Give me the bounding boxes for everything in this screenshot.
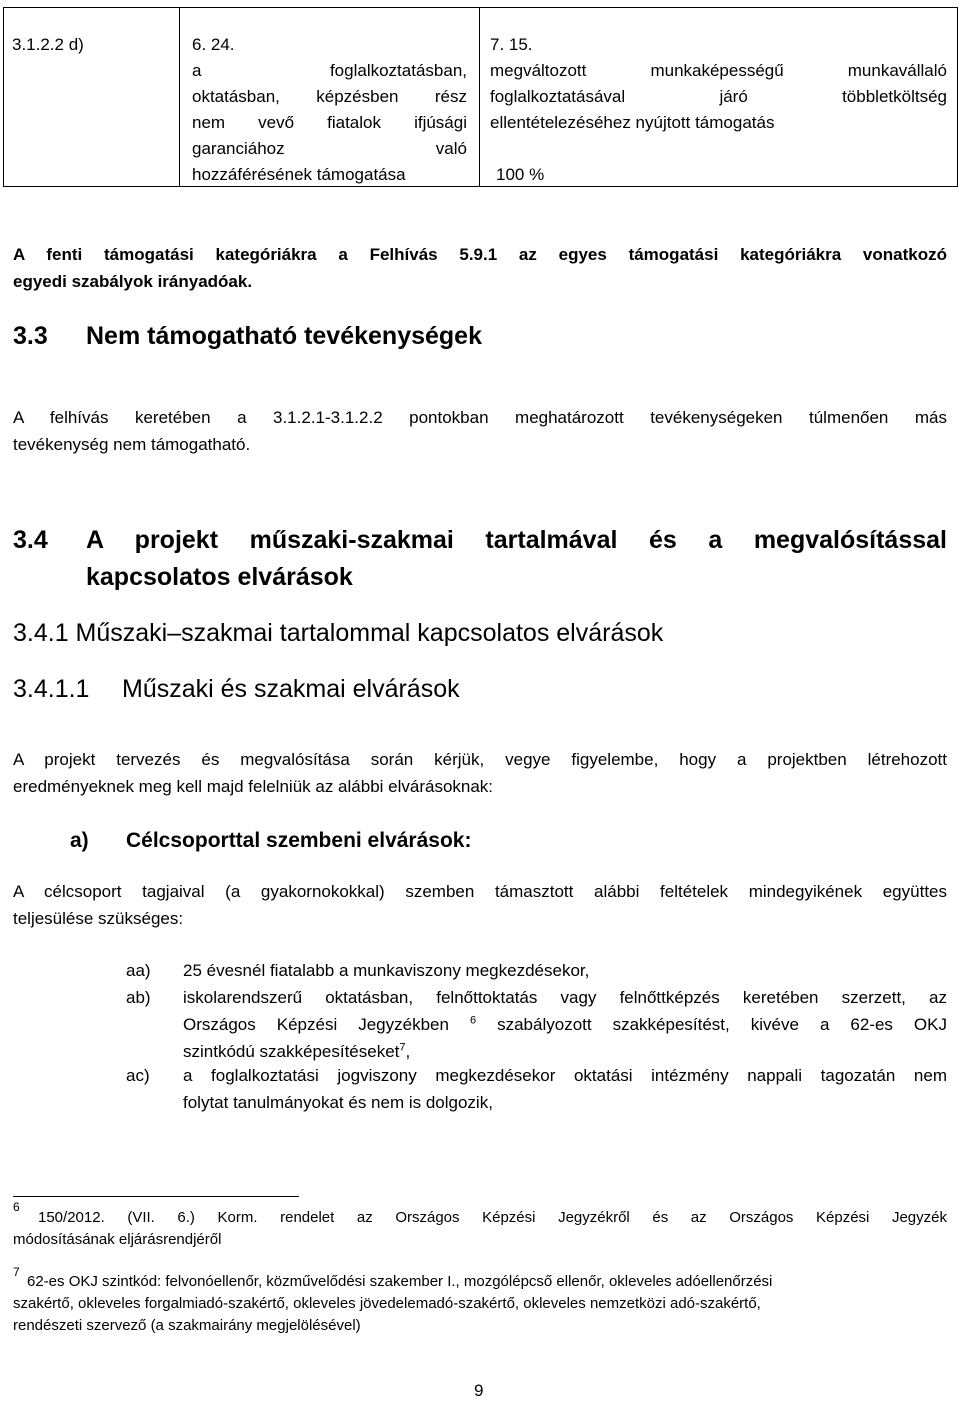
table-divider xyxy=(479,8,480,186)
list-item-text: szintkódú szakképesítéseket xyxy=(183,1042,400,1061)
table-cell-percent: 100 % xyxy=(496,165,545,184)
subsection-number: 3.4.1.1 xyxy=(13,675,90,703)
section-number: 3.4 xyxy=(13,526,48,554)
footnote-number: 7 xyxy=(13,1265,20,1279)
list-item: iskolarendszerű oktatásban, felnőttoktatás vagy felnőttképzés keretében szerzett, az xyxy=(183,988,947,1007)
subsection-title: 3.4.1 Műszaki–szakmai tartalommal kapcsolatos elvárások xyxy=(13,619,664,647)
list-item: a foglalkoztatási jogviszony megkezdésekor oktatási intézmény nappali tagozatán nem xyxy=(183,1066,947,1085)
footnote-line: módosításának eljárásrendjéről xyxy=(13,1231,222,1248)
paragraph-line: egyedi szabályok irányadóak. xyxy=(13,272,253,291)
footnote-line: rendészeti szervező (a szakmairány megjelölésével) xyxy=(13,1317,361,1334)
footnote-ref: 6 xyxy=(469,1014,477,1027)
paragraph-line: A célcsoport tagjaival (a gyakornokokkal) szemben támasztott alábbi feltételek mindegyikének együttes xyxy=(13,882,947,901)
table-cell-line: nem vevő fiatalok ifjúsági xyxy=(192,113,467,132)
table-divider xyxy=(179,8,180,186)
table-cell-line: ellentételezéséhez nyújtott támogatás xyxy=(490,113,775,132)
list-item xyxy=(183,1038,410,1065)
section-title: kapcsolatos elvárások xyxy=(86,563,353,591)
table-cell-line: hozzáférésének támogatása xyxy=(192,165,406,184)
table-cell-line: a foglalkoztatásban, xyxy=(192,61,467,80)
section-title: A projekt műszaki-szakmai tartalmával és a megvalósítással xyxy=(86,526,947,554)
footnote-ref: 7 xyxy=(399,1041,406,1054)
table-cell-number: 6. 24. xyxy=(192,35,235,54)
paragraph-line: A projekt tervezés és megvalósítása során kérjük, vegye figyelembe, hogy a projektben létrehozott xyxy=(13,750,947,769)
table-cell-line: foglalkoztatásával járó többletköltség xyxy=(490,87,947,106)
footnote-number: 6 xyxy=(13,1200,20,1214)
paragraph-line: A fenti támogatási kategóriákra a Felhívás 5.9.1 az egyes támogatási kategóriákra vonatkozó xyxy=(13,245,947,264)
paragraph-line: eredményeknek meg kell majd felelniük az alábbi elvárásoknak: xyxy=(13,777,494,796)
section-title: Nem támogatható tevékenységek xyxy=(86,322,482,350)
footnote-line: 62-es OKJ szintkód: felvonóellenőr, közművelődési szakember I., mozgólépcső ellenőr, okleveles adóellenőrzési xyxy=(27,1273,773,1290)
list-label: a) xyxy=(70,829,89,852)
table-cell-number: 7. 15. xyxy=(490,35,533,54)
footnote-separator xyxy=(13,1196,299,1197)
support-category-table xyxy=(3,7,958,187)
footnote-line: 150/2012. (VII. 6.) Korm. rendelet az Országos Képzési Jegyzékről és az Országos Képzési Jegyzék xyxy=(38,1209,947,1226)
list-item xyxy=(183,1011,947,1038)
section-number: 3.3 xyxy=(13,322,48,350)
list-label: ab) xyxy=(126,988,151,1007)
list-label: aa) xyxy=(126,961,151,980)
table-cell-section: 3.1.2.2 d) xyxy=(12,35,84,54)
page-number: 9 xyxy=(474,1381,484,1400)
table-cell-line: garanciához való xyxy=(192,139,467,158)
list-item: folytat tanulmányokat és nem is dolgozik, xyxy=(183,1093,493,1112)
subsection-title: Műszaki és szakmai elvárások xyxy=(122,675,460,703)
list-item-text: Országos Képzési Jegyzékben xyxy=(183,1015,449,1034)
paragraph-line: tevékenység nem támogatható. xyxy=(13,435,251,454)
footnote-line: szakértő, okleveles forgalmiadó-szakértő, okleveles jövedelemadó-szakértő, okleveles nemzetközi adó-szakértő, xyxy=(13,1295,761,1312)
list-item-text: , xyxy=(405,1042,411,1061)
subsection-title: Célcsoporttal szembeni elvárások: xyxy=(126,829,472,852)
list-label: ac) xyxy=(126,1066,150,1085)
paragraph-line: A felhívás keretében a 3.1.2.1-3.1.2.2 pontokban meghatározott tevékenységeken túlmenően más xyxy=(13,408,947,427)
table-cell-line: megváltozott munkaképességű munkavállaló xyxy=(490,61,947,80)
table-cell-line: oktatásban, képzésben rész xyxy=(192,87,467,106)
list-item-text: szabályozott szakképesítést, kivéve a 62-es OKJ xyxy=(497,1015,947,1034)
list-item: 25 évesnél fiatalabb a munkaviszony megkezdésekor, xyxy=(183,961,590,980)
paragraph-line: teljesülése szükséges: xyxy=(13,909,184,928)
